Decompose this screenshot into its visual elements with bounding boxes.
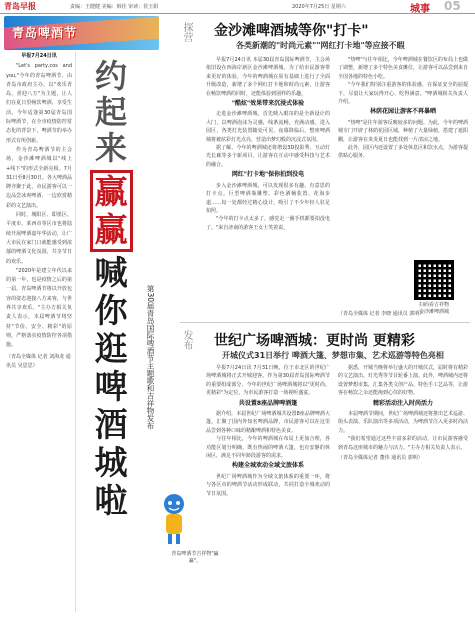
section-name: 城事 xyxy=(410,4,430,15)
headline-main xyxy=(80,170,142,520)
headline-char: 啦 xyxy=(94,481,128,520)
qr-code-icon xyxy=(414,260,454,300)
page-number: 05 xyxy=(444,0,461,13)
editor-credits: 责编：王健健 美编：韩佳 审读：侯玉娟 xyxy=(70,4,159,10)
article-paragraph: "今年我们特别注重游客的体验感，在保证安全的前提下，尽量让大家玩得开心、吃得满意。"啤酒城相关负责人介绍。 xyxy=(338,82,468,106)
article-paragraph: 步入金沙滩啤酒城，可以发现很多有趣、有意思的打卡点。巨型啤酒瓶雕塑、彩色酒桶装置、花海步道……每一处都经过精心设计，吸引了不少年轻人驻足拍照。 xyxy=(206,182,330,214)
article-paragraph: 与往年相比，今年的啤酒城在布局上更加合理，各功能区划分明确，既有热闹的啤酒大篷，也有安静的休闲区，满足不同年龄段游客的需求。 xyxy=(206,436,330,460)
article2-column-right xyxy=(338,364,468,462)
headline-boxed xyxy=(90,170,133,252)
article-paragraph: 早报7月24日讯 本届30届青岛国际啤酒节，主会场依旧设在西海岸新区金沙滩啤酒城。为了给市民游客带来更好的体验，今年的啤酒城在原有基础上进行了全面升级改造，新增了多个网红打卡地和时尚元素，让游客在畅饮啤酒的同时，还能体验到别样的乐趣。 xyxy=(206,57,330,97)
article1-title: 金沙滩啤酒城等你"打卡" xyxy=(214,23,369,39)
lead-paragraph: 同时，城阳区、即墨区、平度市、莱西市等区市也将陆续开展啤酒嘉年华活动，让广大市民在家门口就能感受到浓郁的啤酒文化氛围，共享节日的欢乐。 xyxy=(6,212,72,265)
subtitle-text: 第30届青岛国际啤酒节主题歌和吉祥物发布 xyxy=(146,284,155,430)
article1-credit: （青岛全媒体 记者 李晓 通讯员 郭明） xyxy=(338,311,425,317)
headline-char: 约 xyxy=(94,57,127,95)
section-heading: 精彩活动注入时尚活力 xyxy=(372,399,433,407)
article-paragraph: "热啤"是往年游客反映较多的问题。为此，今年的啤酒城专门开辟了林荫花园区域，种植了大量绿植，搭建了遮阳棚，让游客在炎炎夏日也能找到一片清凉之地。 xyxy=(338,119,469,143)
article2-credit: （青岛全媒体记者 董伟 通讯员 郭明） xyxy=(338,455,423,462)
headline-calligraphy xyxy=(80,58,142,166)
headline-vertical xyxy=(80,58,142,520)
headline-char: 赢 xyxy=(94,210,128,249)
vertical-subtitle xyxy=(146,232,160,482)
article-paragraph: 早报7月24日讯 7月31日晚，位于市北区的世纪广场啤酒城将正式开城迎客。作为第30届青岛国际啤酒节的重要组成部分，今年的世纪广场啤酒城将以"更时尚、更精彩"为定位，为市民游客打造一场视听盛宴。 xyxy=(206,365,330,397)
mascot-caption: 青岛啤酒节吉祥物"赢赢"。 xyxy=(171,551,219,564)
masthead xyxy=(0,0,475,14)
article-paragraph: 据了解，今年的啤酒城还将增设3D投影秀、互动灯光长廊等多个新项目，让游客在互动中感受科技与艺术的融合。 xyxy=(206,145,330,168)
article-paragraph: 走进金沙滩啤酒城，首先映入眼帘的是全新设计的大门，以啤酒泡沫为灵感，线条流畅，充满动感。进入园区，各类灯光装置随处可见，夜幕降临后，整座啤酒城将被炫彩灯光点亮，营造出梦幻般的沉浸式氛围。 xyxy=(206,111,330,143)
article-paragraph: 世纪广场啤酒城作为全域文旅体系的重要一环，将与各区市的啤酒节活动形成联动，共同打造全城欢动的节日氛围。 xyxy=(206,473,330,497)
section-heading: "酷炫"效果带来沉浸式体验 xyxy=(231,100,305,108)
headline-char: 逛 xyxy=(94,329,128,368)
article1-column-left xyxy=(206,56,330,232)
issue-date: 2020年7月25日 星期六 xyxy=(292,4,346,10)
article-paragraph: 此外，园区内还设置了多处休息区和饮水点，为游客提供贴心服务。 xyxy=(338,145,469,160)
lead-article xyxy=(6,52,72,371)
article-separator xyxy=(180,322,470,323)
newspaper-logo: 青岛早报 xyxy=(4,2,36,11)
headline-char: 你 xyxy=(94,291,128,330)
beer-festival-banner xyxy=(4,16,159,50)
article-paragraph: "我们希望通过这些丰富多彩的活动，让市民游客感受到青岛这座城市的魅力与活力。"主办方相关负责人表示。 xyxy=(338,436,468,451)
headline-char: 酒 xyxy=(94,405,128,444)
lead-dateline: 早报7月24日讯 xyxy=(21,53,57,59)
headline-char: 城 xyxy=(94,443,128,482)
banner-text: 青岛啤酒节 xyxy=(12,26,78,40)
article2-title: 世纪广场啤酒城：更时尚 更精彩 xyxy=(214,333,415,349)
article2-tag xyxy=(180,330,194,350)
column-divider xyxy=(75,52,76,612)
article2-subtitle: 开城仪式31日举行 啤酒大篷、梦想市集、艺术巡游等特色亮相 xyxy=(222,351,444,360)
qr-caption-line: 金沙滩啤酒城 xyxy=(418,309,449,315)
section-heading: 共设置8座品牌啤酒篷 xyxy=(238,399,298,407)
qr-caption-line: 扫码看吉祥物 xyxy=(418,302,449,308)
lead-paragraph: "2020年是建立年代以来的第一年，也是疫情之后的第一届。青岛啤酒节将以开放包容的姿态迎接八方来客，与世界共享欢乐。"主办方相关负责人表示，本届啤酒节将坚持"节俭、安全、精彩"的原则，严格落实疫情防控各项措施。 xyxy=(6,267,72,349)
tag-text: 探营 xyxy=(181,22,192,42)
headline-char: 喊 xyxy=(94,253,128,292)
article-paragraph: 据介绍，本届世纪广场啤酒城共设置8座品牌啤酒大篷，汇聚了国内外知名啤酒品牌，市民游客可以在这里品尝到各种口味的精酿啤酒和特色美食。 xyxy=(206,411,330,434)
article1-column-right xyxy=(338,56,468,161)
headline-char: 赢 xyxy=(94,172,128,211)
headline-char: 啤 xyxy=(94,367,128,406)
article-paragraph: 据悉，开城当晚将举行盛大的开城仪式，届时将有精彩的文艺演出、灯光秀等节目轮番上演。此外，啤酒城内还将设置梦想市集，汇集各类文创产品、特色手工艺品等，让游客在畅饮之余还能淘到心仪的好物。 xyxy=(338,365,469,397)
lead-paragraph: "Let's party,cos and you,"今年的青岛啤酒节，由青岛市政府主办，以"欢乐青岛，喜迎八方"为主题，让人们在夏日里畅饮啤酒、享受生活。今年适逢第30届青岛国际啤酒节，在全市疫情防控常态化的背景下，啤酒节的举办形式有所创新。 xyxy=(6,63,72,144)
mascot-illustration xyxy=(160,490,188,546)
article-paragraph: "今年的打卡点太多了，感觉走一圈手机都要拍没电了。"来自济南的游客王女士笑着说。 xyxy=(206,216,330,231)
section-heading: 林荫花园让游客不再暴晒 xyxy=(369,108,436,116)
section-heading: 构建全城欢动全域文旅体系 xyxy=(231,462,304,470)
lead-paragraph: 作为青岛啤酒节的主会场，金沙滩啤酒城以"线上+线下"的形式全新亮相。7月31日至8月30日，各大啤酒品牌齐聚于此，市民游客可以一边品尝冰爽啤酒，一边欣赏精彩的文艺演出。 xyxy=(6,146,72,209)
article1-subtitle: 各类新潮的"时尚元素""网红打卡地"等应接不暇 xyxy=(236,41,405,50)
article2-column-left xyxy=(206,364,330,498)
tag-text: 发布 xyxy=(181,330,192,350)
headline-char: 来 xyxy=(94,129,127,167)
headline-char: 起 xyxy=(94,93,127,131)
article-paragraph: 本届啤酒节期间，世纪广场啤酒城还将推出艺术巡游、街头表演、乐队演出等多项活动，为啤酒节注入更多时尚活力。 xyxy=(338,411,469,434)
article-paragraph: "热啤"与往年相比，今年啤酒城在餐饮区的布局上也做了调整，新增了多个特色美食摊位，让游客可以品尝到来自全国各地的特色小吃。 xyxy=(338,57,469,80)
article1-tag xyxy=(180,22,194,42)
section-heading: 网红"打卡地"保你拍到没电 xyxy=(231,171,305,179)
qr-code-box xyxy=(398,260,470,316)
lead-credit: （青岛全媒体 记者 刘海龙 通讯员 吴思思） xyxy=(6,353,71,369)
